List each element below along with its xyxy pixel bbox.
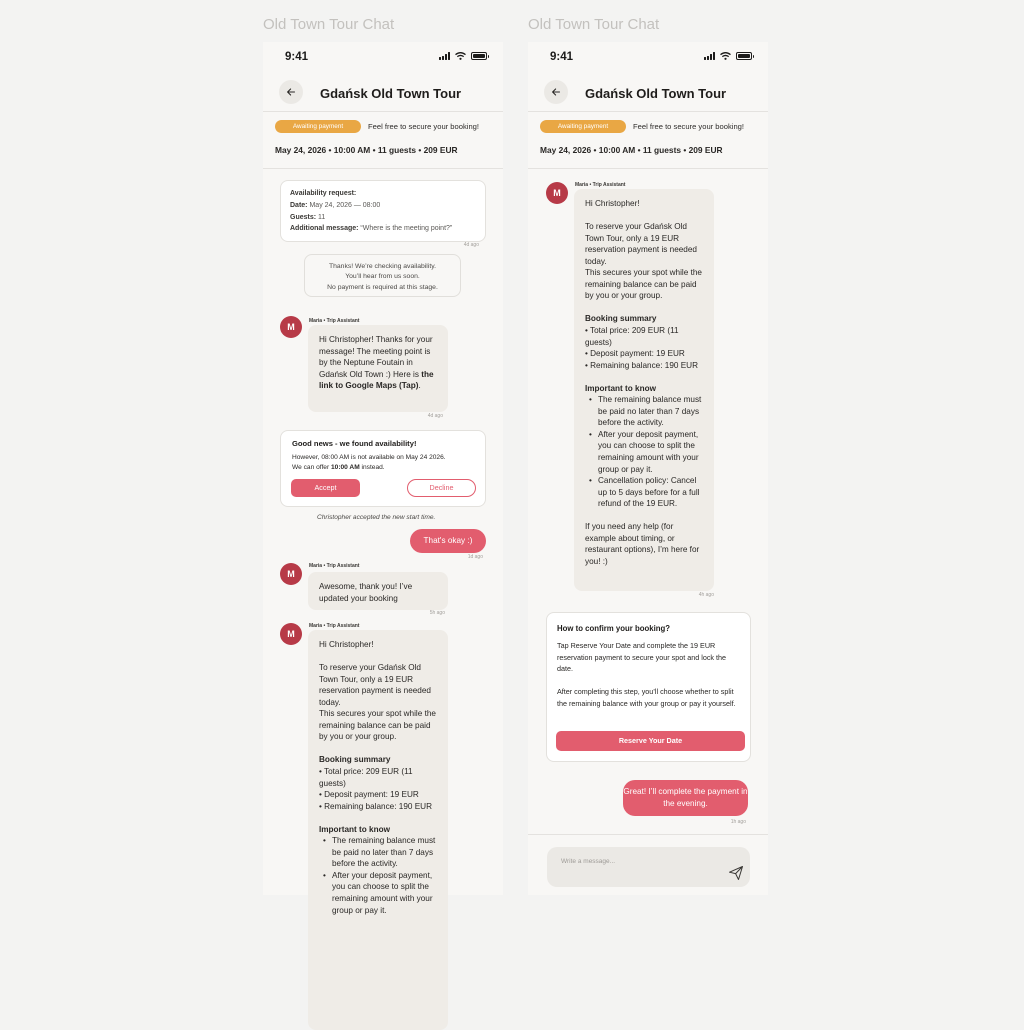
availability-card: [280, 430, 486, 507]
wifi-icon: [455, 52, 466, 60]
booking-meta: May 24, 2026 • 10:00 AM • 11 guests • 209 EUR: [275, 145, 458, 155]
booking-info: [528, 112, 768, 169]
badge-note: Feel free to secure your booking!: [633, 122, 745, 131]
message-bubble: Hi Christopher! Thanks for your message! The meeting point is by the Neptune Foutain in Gdańsk Old Town :) Here is the link to Google Maps (Tap).: [308, 325, 448, 412]
user-message-bubble: Great! I’ll complete the payment in the evening.: [623, 780, 748, 816]
confirm-paragraph-2: After completing this step, you’ll choose whether to split the remaining balance with your group or pay it yourself.: [557, 687, 736, 708]
phone-screen-right: [528, 42, 768, 895]
phone-screen-left: [263, 42, 503, 915]
badge-note: Feel free to secure your booking!: [368, 122, 480, 131]
google-maps-link[interactable]: the link to Google Maps (Tap): [319, 369, 434, 391]
sender-name: Maria • Trip Assistant: [309, 318, 360, 324]
sender-name: Maria • Trip Assistant: [309, 563, 360, 569]
arrow-left-icon: [286, 87, 296, 97]
battery-icon: [736, 52, 752, 60]
wifi-icon: [720, 52, 731, 60]
decline-button[interactable]: Decline: [407, 479, 476, 497]
status-icons: [704, 52, 752, 60]
accepted-note: Christopher accepted the new start time.: [317, 514, 436, 521]
status-icons: [439, 52, 487, 60]
status-badge: Awaiting payment: [275, 120, 361, 133]
sender-name: Maria • Trip Assistant: [309, 623, 360, 629]
status-time: 9:41: [285, 51, 309, 63]
availability-line2: We can offer 10:00 AM instead.: [292, 464, 385, 471]
system-message: Thanks! We’re checking availability. You’ll hear from us soon. No payment is required at this stage.: [304, 254, 461, 297]
availability-request-card: [280, 180, 486, 242]
frame-title-left: Old Town Tour Chat: [263, 16, 395, 33]
payment-message-bubble: Hi Christopher! To reserve your Gdańsk Old Town Tour, only a 19 EUR reservation payment is needed today. This secures your spot while the remaining balance can be paid by you or your group. Booking summary • Total price: 209 EUR (11 guests) • Deposit payment: 19 EUR • Remaining balance: 190 EUR Important to know • The remaining balance must be paid no later than 7 days before the activity. • After your deposit payment, you can choose to split the remaining amount with your group or pay it. • Cancellation policy: Cancel up to 5 days before for a full refund of the 19 EUR. If you need any help (for example about timing, or restaurant options), I’m here for you! :): [574, 189, 714, 591]
message-composer: [528, 834, 768, 895]
confirm-title: How to confirm your booking?: [557, 624, 671, 633]
back-button[interactable]: [544, 80, 568, 104]
availability-line1: However, 08:00 AM is not available on May 24 2026.: [292, 454, 446, 461]
cellular-signal-icon: [704, 52, 715, 60]
battery-icon: [471, 52, 487, 60]
confirm-paragraph-1: Tap Reserve Your Date and complete the 19 EUR reservation payment to secure your spot and lock the date.: [557, 641, 726, 674]
arrow-left-icon: [551, 87, 561, 97]
message-time: 5h ago: [429, 610, 445, 616]
booking-info: [263, 112, 503, 169]
page-title: Gdańsk Old Town Tour: [585, 86, 727, 101]
chat-header: [263, 72, 503, 112]
status-badge: Awaiting payment: [540, 120, 626, 133]
status-bar: [528, 42, 768, 72]
status-time: 9:41: [550, 51, 574, 63]
back-button[interactable]: [279, 80, 303, 104]
request-message: Additional message: “Where is the meeting point?”: [290, 225, 453, 233]
page-title: Gdańsk Old Town Tour: [320, 86, 462, 101]
reserve-your-date-button[interactable]: Reserve Your Date: [556, 731, 745, 751]
avatar: M: [546, 182, 568, 204]
frame-title-right: Old Town Tour Chat: [528, 16, 660, 33]
request-title: Availability request:: [290, 190, 357, 197]
avatar: M: [280, 623, 302, 645]
sender-name: Maria • Trip Assistant: [575, 182, 626, 188]
user-message-bubble: That's okay :): [410, 529, 486, 553]
message-bubble: Awesome, thank you! I’ve updated your booking: [308, 572, 448, 610]
booking-meta: May 24, 2026 • 10:00 AM • 11 guests • 209 EUR: [540, 145, 723, 155]
avatar: M: [280, 316, 302, 338]
message-time: 1d ago: [467, 554, 483, 560]
message-time: 4d ago: [427, 413, 443, 419]
message-input[interactable]: [547, 847, 750, 887]
status-bar: [263, 42, 503, 72]
request-guests: Guests: 11: [290, 213, 326, 221]
send-icon[interactable]: [728, 865, 744, 881]
payment-message-bubble: Hi Christopher! To reserve your Gdańsk Old Town Tour, only a 19 EUR reservation payment is needed today. This secures your spot while the remaining balance can be paid by you or your group. Booking summary • Total price: 209 EUR (11 guests) • Deposit payment: 19 EUR • Remaining balance: 190 EUR Important to know • The remaining balance must be paid no later than 7 days before the activity. • After your deposit payment, you can choose to split the remaining amount with your group or pay it.: [308, 630, 448, 1030]
confirm-booking-card: [546, 612, 751, 762]
message-time: 4h ago: [698, 592, 714, 598]
message-time: 1h ago: [730, 819, 746, 825]
accept-button[interactable]: Accept: [291, 479, 360, 497]
avatar: M: [280, 563, 302, 585]
cellular-signal-icon: [439, 52, 450, 60]
message-time: 4d ago: [463, 242, 479, 248]
availability-title: Good news - we found availability!: [292, 439, 417, 448]
request-date: Date: May 24, 2026 — 08:00: [290, 201, 381, 209]
chat-header: [528, 72, 768, 112]
